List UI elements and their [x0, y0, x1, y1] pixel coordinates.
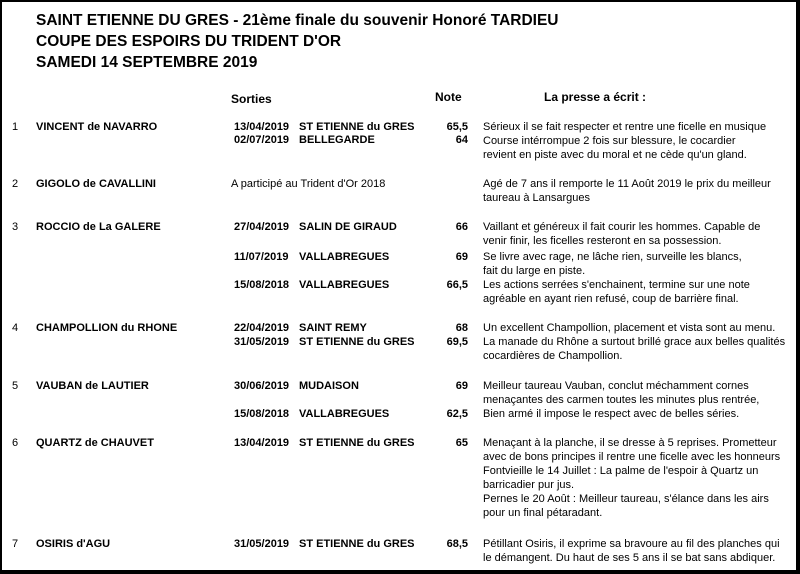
- row-number: 5: [12, 380, 19, 392]
- presse-line: Menaçant à la planche, il se dresse à 5 reprises. Prometteur: [483, 437, 777, 449]
- sortie-note: 66: [455, 221, 468, 233]
- presse-line: venir finir, les ficelles resteront en sa possession.: [483, 235, 722, 247]
- title-line-3: SAMEDI 14 SEPTEMBRE 2019: [36, 54, 258, 71]
- sortie-note: 65,5: [446, 121, 468, 133]
- presse-line: avec de bons principes il rentre une ficelle avec les honneurs: [483, 451, 781, 463]
- bull-name: CHAMPOLLION du RHONE: [36, 322, 178, 334]
- sortie-note: 62,5: [446, 408, 468, 420]
- presse-line: taureau à Lansargues: [483, 192, 591, 204]
- sortie-place: ST ETIENNE du GRES: [299, 538, 415, 550]
- row-number: 7: [12, 538, 19, 550]
- presse-line: pour un final pétaradant.: [483, 507, 603, 519]
- presse-line: La manade du Rhône a surtout brillé grace aux belles qualités: [483, 336, 786, 348]
- row-number: 2: [12, 178, 19, 190]
- title-line-1: SAINT ETIENNE DU GRES - 21ème finale du souvenir Honoré TARDIEU: [36, 12, 559, 29]
- sortie-note: 68,5: [446, 538, 468, 550]
- presse-line: Vaillant et généreux il fait courir les hommes. Capable de: [483, 221, 761, 233]
- sortie-place: SAINT REMY: [299, 322, 367, 334]
- presse-line: Les actions serrées s'enchainent, termine sur une note: [483, 279, 750, 291]
- presse-line: Meilleur taureau Vauban, conclut méchamment cornes: [483, 380, 749, 392]
- sortie-date: 31/05/2019: [234, 538, 290, 550]
- sortie-note: 68: [455, 322, 468, 334]
- presse-line: Sérieux il se fait respecter et rentre une ficelle en musique: [483, 121, 767, 133]
- row-number: 6: [12, 437, 19, 449]
- sortie-date: 13/04/2019: [234, 121, 290, 133]
- sortie-note: 64: [455, 134, 468, 146]
- sortie-place: VALLABREGUES: [299, 279, 390, 291]
- sortie-date: 22/04/2019: [234, 322, 290, 334]
- sortie-date: 31/05/2019: [234, 336, 290, 348]
- sortie-place: BELLEGARDE: [299, 134, 375, 146]
- presse-line: le démangent. Du haut de ses 5 ans il se bat sans abdiquer.: [483, 552, 776, 564]
- sortie-place: SALIN DE GIRAUD: [299, 221, 397, 233]
- presse-line: Un excellent Champollion, placement et vista sont au menu.: [483, 322, 776, 334]
- sortie-place: VALLABREGUES: [299, 408, 390, 420]
- row-number: 1: [12, 121, 19, 133]
- bull-name: QUARTZ de CHAUVET: [36, 437, 154, 449]
- sortie-note: 65: [455, 437, 468, 449]
- bull-name: VAUBAN de LAUTIER: [36, 380, 149, 392]
- participation-note: A participé au Trident d'Or 2018: [231, 178, 386, 190]
- sortie-place: ST ETIENNE du GRES: [299, 437, 415, 449]
- column-header-presse: La presse a écrit :: [544, 90, 647, 104]
- sortie-date: 15/08/2018: [234, 279, 290, 291]
- column-header-note: Note: [435, 90, 462, 104]
- bull-name: OSIRIS d'AGU: [36, 538, 111, 550]
- sortie-place: VALLABREGUES: [299, 251, 390, 263]
- sortie-date: 13/04/2019: [234, 437, 290, 449]
- sortie-place: ST ETIENNE du GRES: [299, 121, 415, 133]
- presse-line: Se livre avec rage, ne lâche rien, surveille les blancs,: [483, 251, 742, 263]
- bull-name: ROCCIO de La GALERE: [36, 221, 161, 233]
- presse-line: revient en piste avec du moral et ne cède qu'un gland.: [483, 149, 747, 161]
- sortie-note: 69: [455, 251, 468, 263]
- presse-line: menaçantes des carmen toutes les minutes plus rentrée,: [483, 394, 760, 406]
- sortie-date: 11/07/2019: [234, 251, 289, 263]
- row-number: 4: [12, 322, 19, 334]
- sortie-place: ST ETIENNE du GRES: [299, 336, 415, 348]
- presse-line: Pétillant Osiris, il exprime sa bravoure au fil des planches qui: [483, 538, 780, 550]
- presse-line: agréable en ayant rien refusé, coup de barrière final.: [483, 293, 739, 305]
- bull-name: GIGOLO de CAVALLINI: [36, 178, 156, 190]
- sortie-date: 15/08/2018: [234, 408, 290, 420]
- column-header-sorties: Sorties: [231, 92, 272, 106]
- sortie-note: 69: [455, 380, 468, 392]
- bull-name: VINCENT de NAVARRO: [36, 121, 158, 133]
- presse-line: Course intérrompue 2 fois sur blessure, le cocardier: [483, 135, 736, 147]
- presse-line: Bien armé il impose le respect avec de belles séries.: [483, 408, 740, 420]
- sortie-note: 69,5: [446, 336, 468, 348]
- presse-line: Fontvieille le 14 Juillet : La palme de l'espoir à Quartz un: [483, 465, 759, 477]
- presse-line: barricadier pur jus.: [483, 479, 575, 491]
- sortie-date: 30/06/2019: [234, 380, 290, 392]
- presse-line: Pernes le 20 Août : Meilleur taureau, s'élance dans les airs: [483, 493, 769, 505]
- row-number: 3: [12, 221, 19, 233]
- presse-line: Agé de 7 ans il remporte le 11 Août 2019 le prix du meilleur: [483, 178, 771, 190]
- sortie-date: 02/07/2019: [234, 134, 290, 146]
- sortie-place: MUDAISON: [299, 380, 359, 392]
- presse-line: cocardières de Champollion.: [483, 350, 623, 362]
- sortie-note: 66,5: [446, 279, 468, 291]
- presse-line: fait du large en piste.: [483, 265, 586, 277]
- title-line-2: COUPE DES ESPOIRS DU TRIDENT D'OR: [36, 33, 342, 50]
- sortie-date: 27/04/2019: [234, 221, 290, 233]
